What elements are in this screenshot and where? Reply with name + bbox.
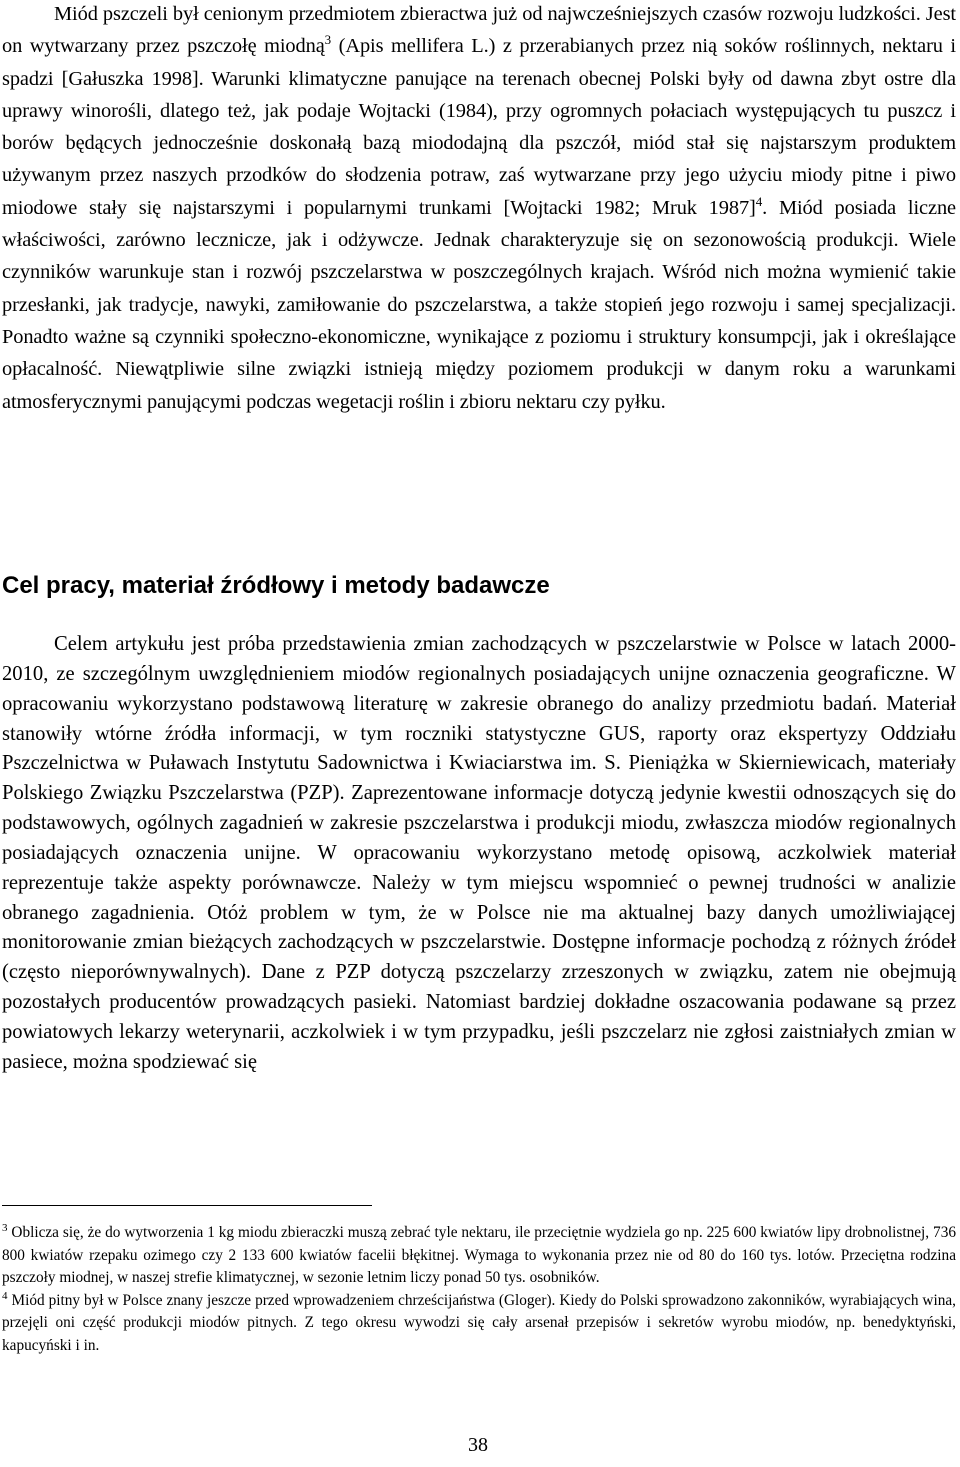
footnote-number: 4 (2, 1289, 8, 1302)
body-paragraph-intro (2, 0, 956, 418)
footnote-reference[interactable]: 3 (324, 32, 332, 48)
page-number: 38 (468, 1434, 488, 1456)
paragraph-text: Miód pszczeli był cenionym przedmiotem zbieractwa już od najwcześniejszych czasów rozwoju ludzkości. Jest on wytwarzany przez pszczołę miodną (2, 3, 956, 58)
section-heading: Cel pracy, materiał źródłowy i metody badawcze (2, 572, 550, 599)
footnote-text: Miód pitny był w Polsce znany jeszcze przed wprowadzeniem chrześcijaństwa (Gloger). Kiedy do Polski sprowadzono zakonników, wyrabiających wina, przejęli oni część produkcji miodów pitnych. Z tego okresu wywodzi się cały arsenał przepisów i sekretów wyrobu miodów, np. benedyktyński, kapucyński i in. (2, 1291, 956, 1354)
body-paragraph-aims: Celem artykułu jest próba przedstawienia zmian zachodzących w pszczelarstwie w Polsce w latach 2000-2010, ze szczególnym uwzględnieniem miodów regionalnych posiadających unijne oznaczenia geograficzne. W opracowaniu wykorzystano podstawową literaturę w zakresie obranego do analizy przedmiotu badań. Materiał stanowiły wtórne źródła informacji, w tym roczniki statystyczne GUS, raporty oraz ekspertyzy Oddziału Pszczelnictwa w Puławach Instytutu Sadownictwa i Kwiaciarstwa im. S. Pieniążka w Skierniewicach, materiały Polskiego Związku Pszczelarstwa (PZP). Zaprezentowane informacje dotyczą jedynie kwestii odnoszących się do podstawowych, ogólnych zagadnień w zakresie pszczelarstwa i produkcji miodu, zwłaszcza miodów regionalnych posiadających oznaczenia unijne. W opracowaniu wykorzystano metodę opisową, aczkolwiek materiał reprezentuje także aspekty porównawcze. Należy w tym miejscu wspomnieć o pewnej trudności w analizie obranego zagadnienia. Otóż problem w tym, że w Polsce nie ma aktualnej bazy danych umożliwiającej monitorowanie zmian bieżących zachodzących w pszczelarstwie. Dostępne informacje pochodzą z różnych źródeł (często nieporównywalnych). Dane z PZP dotyczą pszczelarzy zrzeszonych w związku, zatem nie obejmują pozostałych producentów prowadzących pasieki. Natomiast bardziej dokładne oszacowania podawane są przez powiatowych lekarzy weterynarii, aczkolwiek i w tym przypadku, jeśli pszczelarz nie zgłosi zaistniałych zmian w pasiece, można spodziewać się (2, 633, 956, 1073)
footnote-separator (2, 1205, 372, 1206)
footnotes (2, 1222, 956, 1358)
footnote-reference[interactable]: 4 (755, 193, 763, 209)
footnote-number: 3 (2, 1221, 8, 1234)
paragraph-text: . Miód posiada liczne właściwości, zarówno lecznicze, jak i odżywcze. Jednak charakteryzuje się on sezonowością produkcji. Wiele czynników warunkuje stan i rozwój pszczelarstwa w poszczególnych krajach. Wśród nich można wymienić takie przesłanki, jak tradycje, nawyki, zamiłowanie do pszczelarstwa, a także stopień jego rozwoju i samej specjalizacji. Ponadto ważne są czynniki społeczno-ekonomiczne, wynikające z poziomu i struktury konsumpcji, jak i określające opłacalność. Niewątpliwie silne związki istnieją między poziomem produkcji w danym roku a warunkami atmosferycznymi panującymi podczas wegetacji roślin i zbioru nektaru czy pyłku. (2, 196, 956, 413)
footnote-3 (2, 1222, 956, 1290)
footnote-text: Oblicza się, że do wytworzenia 1 kg miodu zbieraczki muszą zebrać tyle nektaru, ile przeciętnie wydziela go np. 225 600 kwiatów lipy drobnolistnej, 736 800 kwiatów rzepaku ozimego czy 2 133 600 kwiatów facelii błękitnej. Wymaga to wykonania przez nie od 80 do 160 tys. lotów. Przeciętna rodzina pszczoły miodnej, w naszej strefie klimatycznej, w sezonie letnim liczy ponad 50 tys. osobników. (2, 1224, 956, 1287)
paragraph-text: (Apis mellifera L.) z przerabianych przez nią soków roślinnych, nektaru i spadzi [Gałuszka 1998]. Warunki klimatyczne panujące na terenach obecnej Polski były od dawna zbyt ostre dla uprawy winorośli, dlatego też, jak podaje Wojtacki (1984), przy ogromnych połaciach występujących tu puszcz i borów będących jednocześnie doskonałą bazą miododajną dla pszczół, miód stał się najstarszym produktem używanym przez naszych przodków do słodzenia potraw, zaś wytwarzane przy jego użyciu miody pitne i piwo miodowe stały się najstarszymi i popularnymi trunkami [Wojtacki 1982; Mruk 1987] (2, 35, 956, 219)
footnote-4 (2, 1290, 956, 1358)
